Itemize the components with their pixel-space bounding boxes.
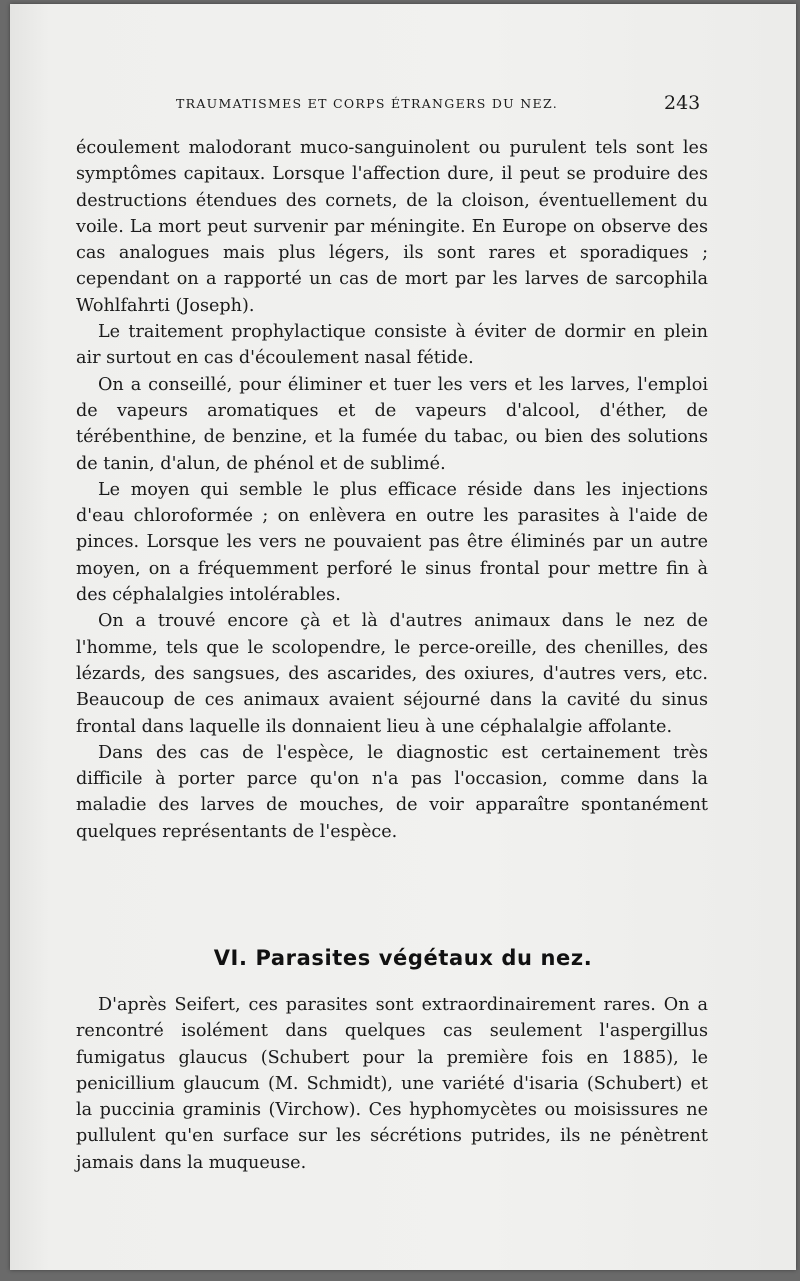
paragraph: On a conseillé, pour éliminer et tuer les vers et les larves, l'emploi de vapeurs aromatiques et de vapeurs d'alcool, d'éther, de térébenthine, de benzine, et la fumée du tabac, ou bien des solutions de tanin, d'alun, de phénol et de sublimé. <box>76 374 708 474</box>
paragraph: Dans des cas de l'espèce, le diagnostic est certainement très difficile à porter parce qu'on n'a pas l'occasion, comme dans la maladie des larves de mouches, de voir apparaître spontanément quelques représentants de l'espèce. <box>76 742 708 842</box>
section-heading: VI. Parasites végétaux du nez. <box>213 946 593 970</box>
book-page <box>10 4 796 1270</box>
paragraph: Le moyen qui semble le plus efficace réside dans les injections d'eau chloroformée ; on enlèvera en outre les parasites à l'aide de pinces. Lorsque les vers ne pouvaient pas être éliminés par un autre moyen, on a fréquemment perforé le sinus frontal pour mettre fin à des céphalalgies intolérables. <box>76 479 708 606</box>
page-number: 243 <box>664 92 701 114</box>
paragraph: On a trouvé encore çà et là d'autres animaux dans le nez de l'homme, tels que le scolopendre, le perce-oreille, des chenilles, des lézards, des sangsues, des ascarides, des oxiures, d'autres vers, etc. Beaucoup de ces animaux avaient séjourné dans la cavité du sinus frontal dans laquelle ils donnaient lieu à une céphalalgie affolante. <box>76 611 708 737</box>
paragraph: Le traitement prophylactique consiste à éviter de dormir en plein air surtout en cas d'écoulement nasal fétide. <box>76 322 708 369</box>
section-text <box>76 992 708 1176</box>
paragraph: écoulement malodorant muco-sanguinolent ou purulent tels sont les symptômes capitaux. Lorsque l'affection dure, il peut se produire des destructions étendues des cornets, de la cloison, éventuellement du voile. La mort peut survenir par méningite. En Europe on observe des cas analogues mais plus légers, ils sont rares et sporadiques ; cependant on a rapporté un cas de mort par les larves de sarcophila Wohlfahrti (Joseph). <box>76 138 708 316</box>
main-text <box>76 135 708 845</box>
running-head: TRAUMATISMES ET CORPS ÉTRANGERS DU NEZ. <box>176 96 558 111</box>
paragraph: D'après Seifert, ces parasites sont extraordinairement rares. On a rencontré isolément dans quelques cas seulement l'aspergillus fumigatus glaucus (Schubert pour la première fois en 1885), le penicillium glaucum (M. Schmidt), une variété d'isaria (Schubert) et la puccinia graminis (Virchow). Ces hyphomycètes ou moisissures ne pullulent qu'en surface sur les sécrétions putrides, ils ne pénètrent jamais dans la muqueuse. <box>76 995 708 1173</box>
